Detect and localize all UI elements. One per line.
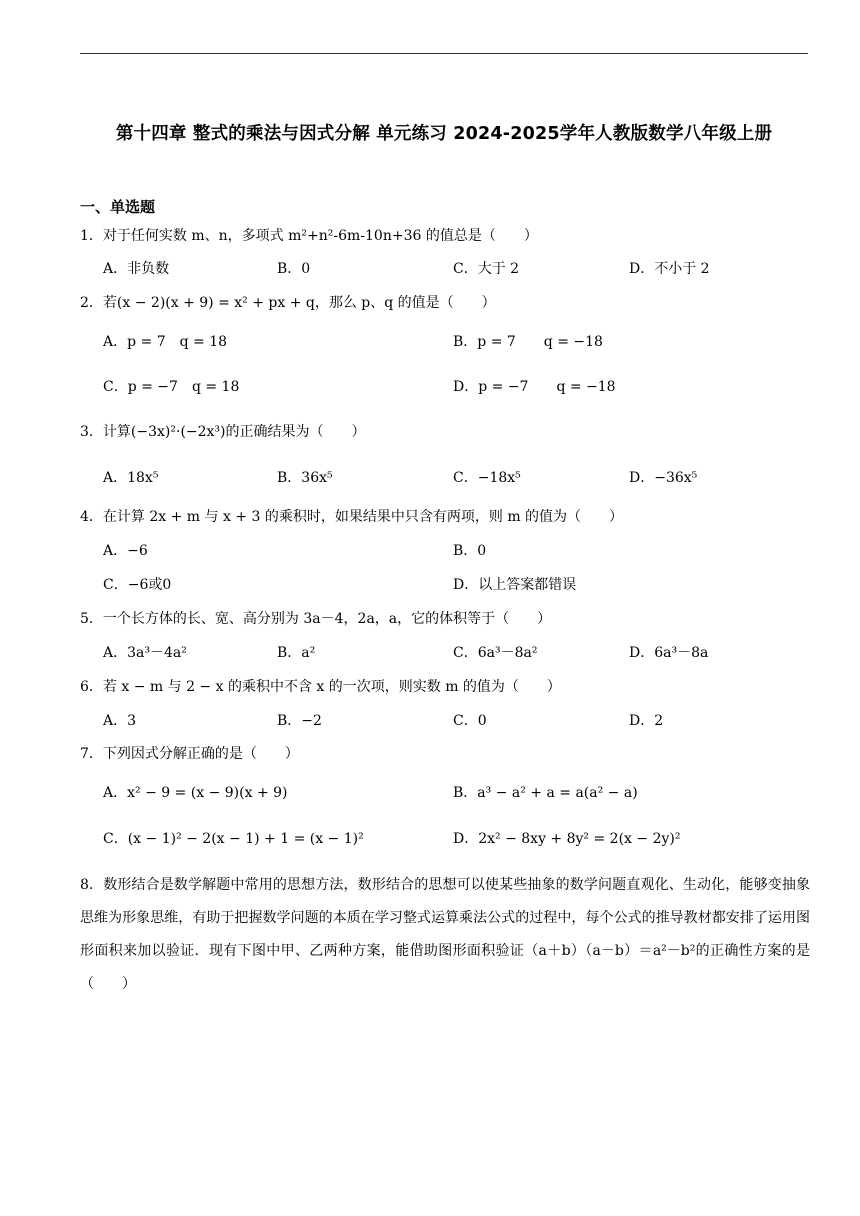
- option-c: C．−18x⁵: [453, 470, 521, 486]
- question-stem: 若(x − 2)(x + 9) = x² + px + q，那么 p、q 的值是（ ）: [102, 295, 496, 311]
- question-8: [80, 869, 810, 1001]
- question-number: 3．: [80, 424, 103, 440]
- option-a: A．−6: [103, 543, 148, 559]
- question-3: [80, 421, 366, 441]
- option-d: D．以上答案都错误: [453, 577, 577, 593]
- header-rule: [80, 53, 808, 54]
- option-c: C．−6或0: [103, 577, 172, 593]
- question-1: [80, 225, 538, 245]
- question-6: [80, 676, 561, 696]
- question-stem: 下列因式分解正确的是（ ）: [102, 746, 299, 762]
- option-a: A．p = 7 q = 18: [103, 334, 228, 350]
- option-a: A．3a³－4a²: [103, 645, 187, 661]
- question-number: 6．: [80, 679, 103, 695]
- question-7: [80, 743, 299, 763]
- option-d: D．2: [629, 713, 664, 729]
- option-b: B．0: [277, 261, 311, 277]
- option-d: D．p = −7 q = −18: [453, 379, 616, 395]
- option-a: A．3: [103, 713, 137, 729]
- option-d: D．−36x⁵: [629, 470, 698, 486]
- option-b: B．0: [453, 543, 487, 559]
- question-2: [80, 292, 496, 312]
- section-heading: 一、单选题: [80, 198, 156, 216]
- option-b: B．a³ − a² + a = a(a² − a): [453, 785, 638, 801]
- option-b: B．p = 7 q = −18: [453, 334, 603, 350]
- question-stem: 计算(−3x)²·(−2x³)的正确结果为（ ）: [102, 424, 366, 440]
- option-d: D．2x² − 8xy + 8y² = 2(x − 2y)²: [453, 831, 681, 847]
- question-stem: 对于任何实数 m、n，多项式 m²+n²-6m-10n+36 的值总是（ ）: [102, 228, 538, 244]
- option-a: A．非负数: [103, 261, 170, 277]
- question-number: 4．: [80, 509, 103, 525]
- option-b: B．−2: [277, 713, 322, 729]
- option-d: D．不小于 2: [629, 261, 710, 277]
- question-4: [80, 506, 623, 526]
- question-number: 2．: [80, 295, 103, 311]
- option-b: B．a²: [277, 645, 316, 661]
- option-c: C．p = −7 q = 18: [103, 379, 240, 395]
- question-stem: 若 x − m 与 2 − x 的乘积中不含 x 的一次项，则实数 m 的值为（ ）: [102, 679, 561, 695]
- question-stem: 在计算 2x + m 与 x + 3 的乘积时，如果结果中只含有两项，则 m 的值为（ ）: [102, 509, 624, 525]
- question-number: 7．: [80, 746, 103, 762]
- option-a: A．x² − 9 = (x − 9)(x + 9): [103, 785, 288, 801]
- question-number: 5．: [80, 611, 103, 627]
- question-number: 8．: [80, 877, 104, 893]
- question-stem: 数形结合是数学解题中常用的思想方法，数形结合的思想可以使某些抽象的数学问题直观化、生动化，能够变抽象思维为形象思维，有助于把握数学问题的本质在学习整式运算乘法公式的过程中，每个公式的推导教材都安排了运用图形面积来加以验证．现有下图中甲、乙两种方案，能借助图形面积验证（a＋b）（a－b）＝a²－b²的正确性方案的是（ ）: [80, 877, 810, 992]
- question-number: 1．: [80, 228, 103, 244]
- question-5: [80, 608, 551, 628]
- option-c: C．6a³－8a²: [453, 645, 538, 661]
- option-b: B．36x⁵: [277, 470, 333, 486]
- option-c: C．(x − 1)² − 2(x − 1) + 1 = (x − 1)²: [103, 831, 364, 847]
- option-c: C．大于 2: [453, 261, 520, 277]
- option-a: A．18x⁵: [103, 470, 159, 486]
- question-stem: 一个长方体的长、宽、高分别为 3a－4，2a，a，它的体积等于（ ）: [102, 611, 552, 627]
- option-d: D．6a³－8a: [629, 645, 709, 661]
- option-c: C．0: [453, 713, 487, 729]
- page-title: 第十四章 整式的乘法与因式分解 单元练习 2024-2025学年人教版数学八年级上册: [115, 124, 773, 144]
